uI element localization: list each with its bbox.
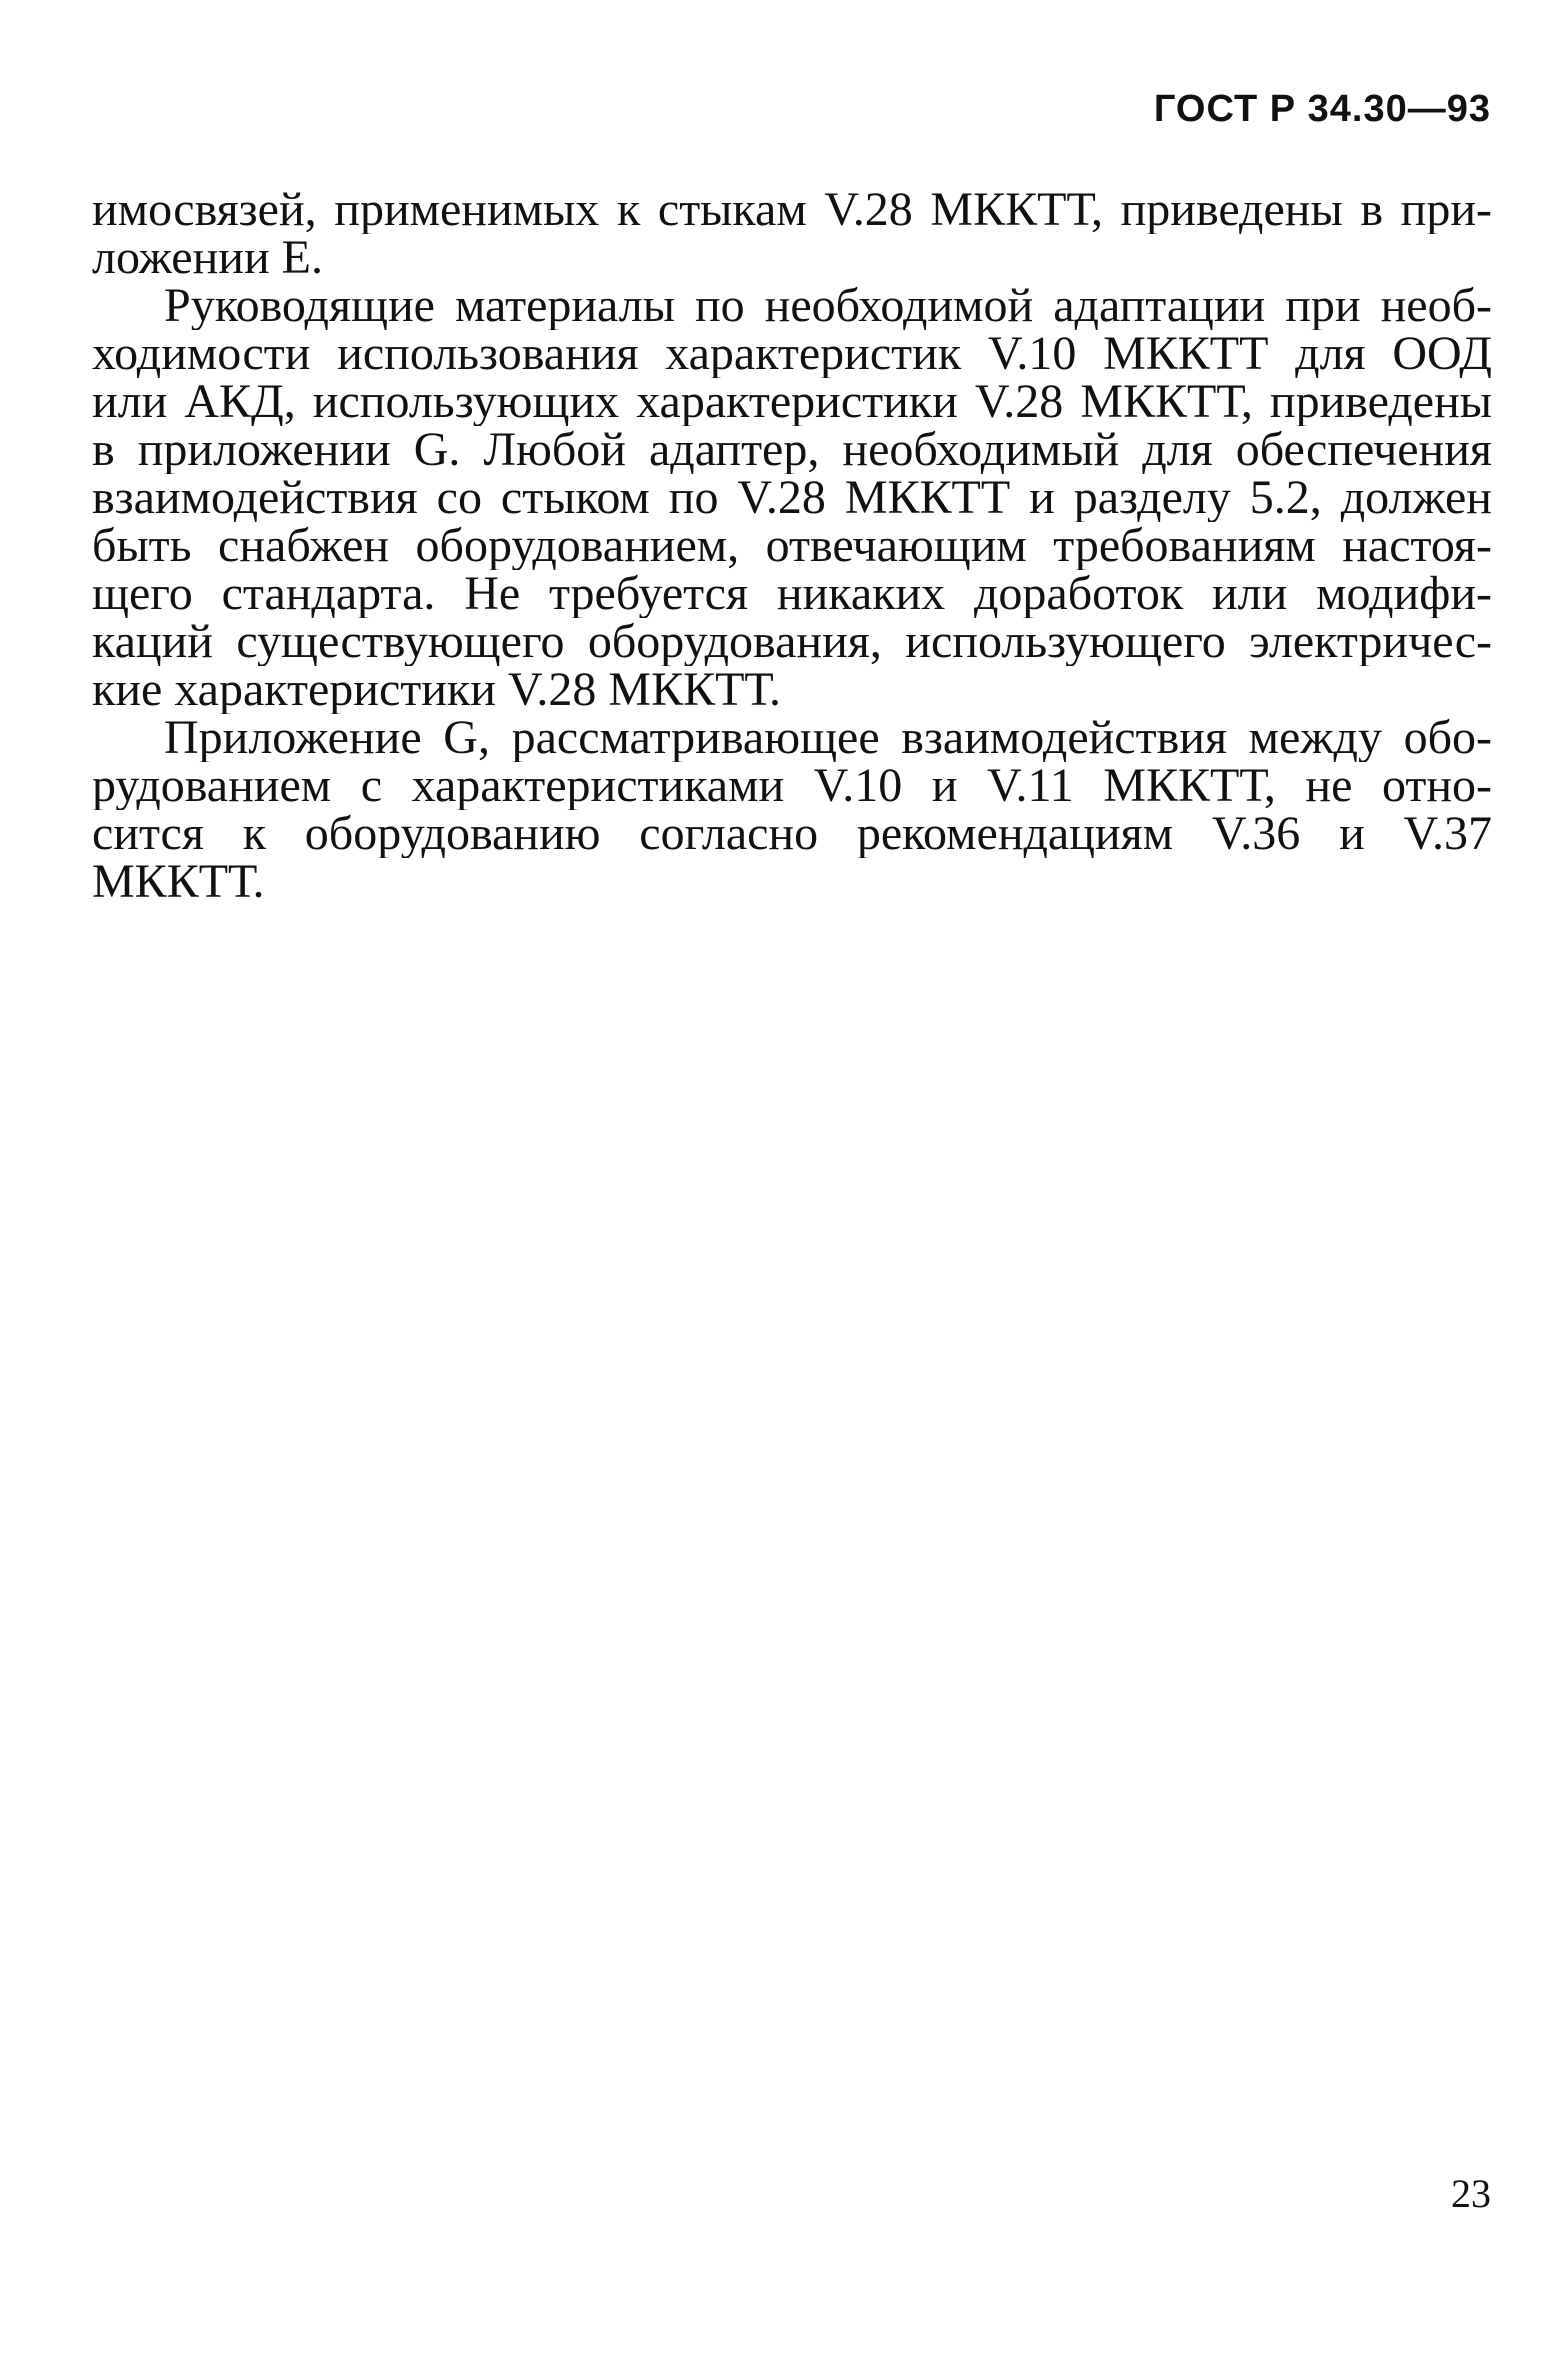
text-line: кие характеристики V.28 МККТТ. xyxy=(92,666,781,714)
text-line: ложении Е. xyxy=(92,234,323,282)
paragraph xyxy=(92,186,1492,282)
paragraph xyxy=(92,282,1492,714)
paragraph xyxy=(92,714,1492,906)
text-line: ходимости использования характеристик V.10 МККТТ для ООД xyxy=(92,330,1492,378)
text-line: или АКД, использующих характеристики V.28 МККТТ, приведены xyxy=(92,378,1492,426)
text-line: МККТТ. xyxy=(92,858,265,906)
text-line: щего стандарта. Не требуется никаких доработок или модифи- xyxy=(92,570,1492,618)
text-line: каций существующего оборудования, использующего электричес- xyxy=(92,618,1492,666)
text-line: взаимодействия со стыком по V.28 МККТТ и разделу 5.2, должен xyxy=(92,474,1492,522)
text-line: Руководящие материалы по необходимой адаптации при необ- xyxy=(164,282,1492,330)
text-line: сится к оборудованию согласно рекомендациям V.36 и V.37 xyxy=(92,810,1492,858)
text-line: быть снабжен оборудованием, отвечающим требованиям настоя- xyxy=(92,522,1492,570)
page-number: 23 xyxy=(1451,2171,1491,2216)
text-line: рудованием с характеристиками V.10 и V.11 МККТТ, не отно- xyxy=(92,762,1492,810)
document-header: ГОСТ Р 34.30—93 xyxy=(1153,88,1491,130)
text-line: Приложение G, рассматривающее взаимодействия между обо- xyxy=(164,714,1492,762)
text-line: в приложении G. Любой адаптер, необходимый для обеспечения xyxy=(92,426,1492,474)
text-line: имосвязей, применимых к стыкам V.28 МККТТ, приведены в при- xyxy=(92,186,1492,234)
document-body xyxy=(92,186,1492,906)
